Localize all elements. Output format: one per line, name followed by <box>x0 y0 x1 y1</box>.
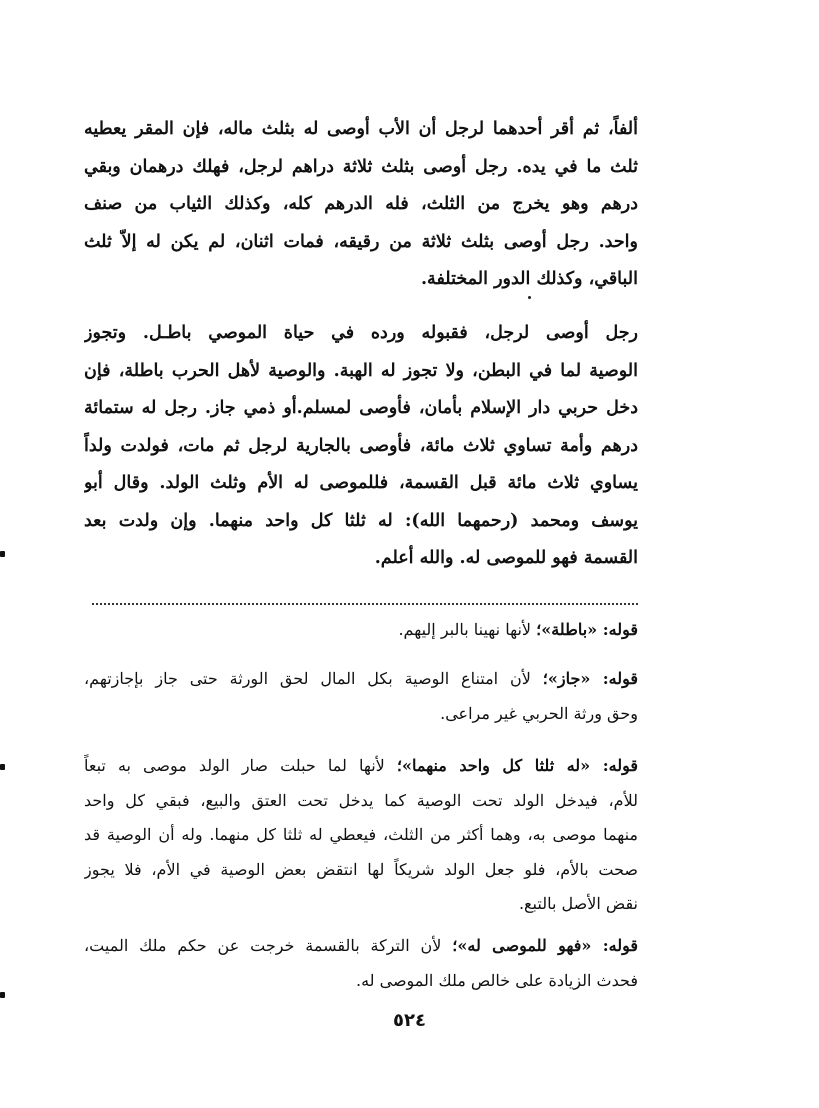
note-line: نقض الأصل بالتبع. <box>518 894 638 913</box>
footnote-separator <box>92 603 638 605</box>
text-line: الوصية لما في البطن، ولا تجوز له الهبة. والوصية لأهل الحرب باطلة، فإن <box>84 360 638 381</box>
main-paragraph-2 <box>84 315 638 578</box>
note-line: فحدث الزيادة على خالص ملك الموصى له. <box>355 970 638 990</box>
note-text: لأن التركة بالقسمة خرجت عن حكم ملك الميت، <box>84 936 453 955</box>
text-line: دخل حربي دار الإسلام بأمان، فأوصى لمسلم.أو ذمي جاز. رجل له ستمائة <box>84 398 638 418</box>
note-text: لأن امتناع الوصية بكل المال لحق الورثة حتى جاز بإجازتهم، <box>84 669 543 688</box>
note-line: منهما موصى به، وهما أكثر من الثلث، فيعطي له ثلثا كل منهما. وله أن الوصية قد <box>84 825 638 844</box>
note-line <box>84 749 638 784</box>
commentary-note-2 <box>84 662 638 731</box>
note-line: للأم، فيدخل الولد تحت الوصية كما يدخل تحت العتق والبيع، فبقي كل واحد <box>84 790 638 810</box>
commentary-note-1 <box>84 613 638 648</box>
text-line: القسمة فهو للموصى له. والله أعلم. <box>374 548 638 568</box>
text-line: رجل أوصى لرجل، فقبوله ورده في حياة الموصي باطـل. وتجوز <box>84 323 638 343</box>
note-line: صحت بالأم، فلو جعل الولد شريكاً لها انتقض بعض الوصية في الأم، فلا يجوز <box>84 859 638 879</box>
note-line <box>84 929 638 964</box>
text-line: درهم وهو يخرج من الثلث، فله الدرهم كله، وكذلك الثياب من صنف <box>84 194 638 214</box>
note-lead: قوله: «باطلة»؛ <box>536 620 638 639</box>
text-line: الباقي، وكذلك الدور المختلفة. <box>420 269 638 289</box>
text-line: ألفاً، ثم أقر أحدهما لرجل أن الأب أوصى له بثلث ماله، فإن المقر يعطيه <box>84 119 638 139</box>
text-line: ثلث ما في يده. رجل أوصى بثلث ثلاثة دراهم لرجل، فهلك درهمان وبقي <box>84 156 638 177</box>
page-number: ٥٢٤ <box>393 1010 426 1031</box>
note-lead: قوله: «فهو للموصى له»؛ <box>452 936 638 955</box>
text-line: يوسف ومحمد (رحمهما الله): له ثلثا كل واحد منهما. وإن ولدت بعد <box>84 510 638 531</box>
scan-edge-mark <box>0 764 5 770</box>
note-lead: قوله: «جاز»؛ <box>542 669 638 688</box>
scan-speck <box>528 296 531 299</box>
main-paragraph-1 <box>84 111 638 299</box>
commentary-note-4 <box>84 929 638 998</box>
scan-edge-mark <box>0 551 5 557</box>
note-text: لأنها لما حبلت صار الولد موصى به تبعاً <box>84 756 397 775</box>
text-line: واحد. رجل أوصى بثلث ثلاثة من رقيقه، فمات اثنان، لم يكن له إلاّ ثلث <box>84 231 638 252</box>
note-lead: قوله: «له ثلثا كل واحد منهما»؛ <box>396 756 638 775</box>
note-line: وحق ورثة الحربي غير مراعى. <box>440 703 638 723</box>
text-line: يساوي ثلاث مائة قبل القسمة، فللموصى له الأم وثلث الولد. وقال أبو <box>84 473 638 493</box>
scan-edge-mark <box>0 992 5 998</box>
note-line <box>84 662 638 697</box>
text-line: درهم وأمة تساوي ثلاث مائة، فأوصى بالجارية لرجل ثم مات، فولدت ولداً <box>84 435 638 456</box>
note-text: لأنها نهينا بالبر إليهم. <box>398 620 537 639</box>
note-line <box>84 613 638 648</box>
commentary-note-3 <box>84 749 638 922</box>
